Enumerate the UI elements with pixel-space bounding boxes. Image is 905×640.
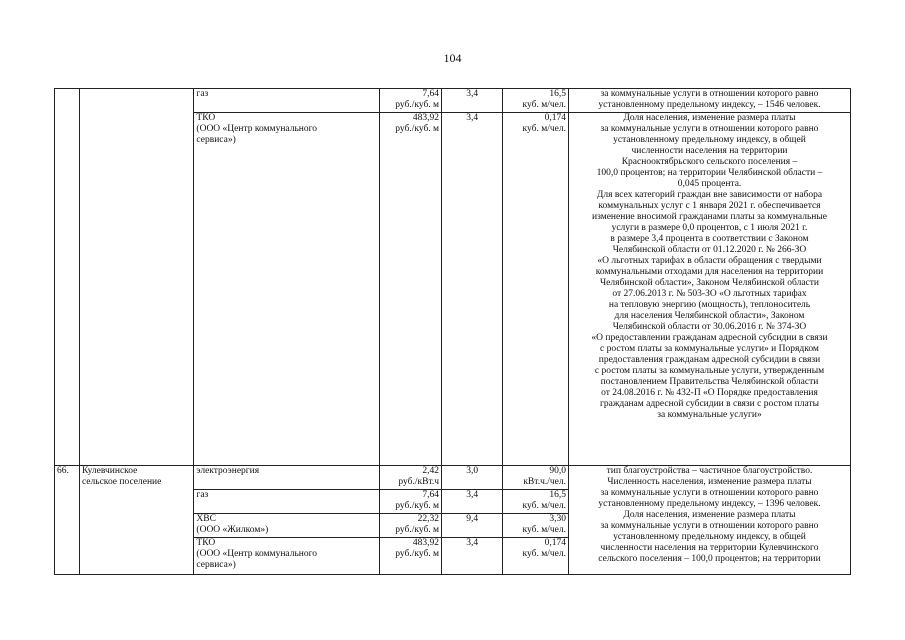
note-cell bbox=[568, 466, 850, 575]
note-cell-line: Для всех категорий граждан вне зависимости от набора bbox=[596, 190, 823, 200]
volume-cell bbox=[503, 466, 569, 490]
service-cell bbox=[194, 466, 379, 490]
note-cell-line: гражданам адресной субсидии в связи с ростом платы bbox=[599, 399, 819, 409]
note-cell-line: «О предоставлении гражданам адресной субсидии в связи bbox=[591, 333, 828, 343]
percent-cell-line: 9,4 bbox=[466, 514, 479, 524]
tariff-cell-line: руб./кВт.ч bbox=[398, 477, 440, 487]
tariff-cell-line: 483,92 bbox=[412, 538, 440, 548]
percent-cell bbox=[442, 490, 503, 514]
note-cell-line: изменение вносимой гражданами платы за коммунальные bbox=[592, 212, 827, 222]
tariff-cell bbox=[379, 466, 441, 490]
service-cell-line: электроэнергия bbox=[196, 466, 260, 476]
volume-cell-line: куб. м/чел. bbox=[522, 100, 566, 110]
number-cell-line: 66. bbox=[57, 466, 69, 476]
tariff-cell bbox=[379, 514, 441, 538]
note-cell-line: с ростом платы за коммунальные услуги, утвержденным bbox=[594, 366, 825, 376]
note-cell bbox=[568, 113, 850, 466]
volume-cell-line: куб. м/чел. bbox=[522, 549, 566, 559]
volume-cell-line: кВт.ч./чел. bbox=[523, 477, 566, 487]
note-cell-line: численности населения на территории bbox=[631, 146, 788, 156]
note-cell-line: 100,0 процентов; на территории Челябинской области – bbox=[596, 168, 823, 178]
service-cell-line: (ООО «Центр коммунального bbox=[196, 124, 318, 134]
note-cell-line: численности населения на территории Кулевчинского bbox=[600, 543, 819, 553]
tariff-cell bbox=[379, 113, 441, 466]
note-cell-line: установленному предельному индексу, в общей bbox=[613, 532, 806, 542]
service-cell bbox=[194, 514, 379, 538]
service-cell-line: ТКО bbox=[196, 113, 216, 123]
note-cell-line: Численность населения, изменение размера платы bbox=[607, 477, 812, 487]
tariff-cell-line: 2,42 bbox=[422, 466, 440, 476]
number-cell bbox=[55, 466, 80, 575]
percent-cell-line: 3,4 bbox=[466, 89, 479, 99]
tariff-cell-line: руб./куб. м bbox=[395, 100, 440, 110]
tariff-table bbox=[54, 88, 851, 575]
note-cell-line: постановлением Правительства Челябинской области bbox=[600, 377, 819, 387]
note-cell bbox=[568, 89, 850, 113]
tariff-cell bbox=[379, 89, 441, 113]
note-cell-line: коммунальными отходами для населения на территории bbox=[595, 267, 824, 277]
note-cell-line: для населения Челябинской области», Законом bbox=[614, 311, 805, 321]
tariff-cell-line: руб./куб. м bbox=[395, 501, 440, 511]
service-cell bbox=[194, 538, 379, 575]
service-cell-line: сервиса») bbox=[196, 560, 236, 570]
note-cell-line: коммунальных услуг с 1 января 2021 г. обеспечивается bbox=[598, 201, 821, 211]
volume-cell-line: 16,5 bbox=[549, 89, 566, 99]
note-cell-line: за коммунальные услуги в отношении которого равно bbox=[600, 89, 819, 99]
volume-cell-line: 3,30 bbox=[549, 514, 566, 524]
percent-cell bbox=[442, 89, 503, 113]
percent-cell bbox=[442, 514, 503, 538]
service-cell bbox=[194, 113, 379, 466]
service-cell bbox=[194, 89, 379, 113]
tariff-cell-line: 7,64 bbox=[422, 490, 440, 500]
settlement-name-cell bbox=[79, 89, 193, 466]
volume-cell-line: 0,174 bbox=[544, 113, 566, 123]
percent-cell bbox=[442, 113, 503, 466]
note-cell-line: в размере 3,4 процента в соответствии с Законом bbox=[610, 234, 809, 244]
tariff-cell-line: 483,92 bbox=[412, 113, 440, 123]
note-cell-line: Доля населения, изменение размера платы bbox=[623, 113, 796, 123]
volume-cell bbox=[503, 89, 569, 113]
note-cell-line: Челябинской области», Законом Челябинской области bbox=[599, 278, 820, 288]
note-cell-line: от 27.06.2013 г. № 503-ЗО «О льготных тарифах bbox=[612, 289, 807, 299]
tariff-cell-line: 22,32 bbox=[417, 514, 440, 524]
service-cell-line: ХВС bbox=[196, 514, 216, 524]
note-cell-line: сельского поселения – 100,0 процентов; на территории bbox=[598, 554, 821, 564]
tariff-cell-line: руб./куб. м bbox=[395, 549, 440, 559]
volume-cell-line: куб. м/чел. bbox=[522, 124, 566, 134]
note-cell-line: на тепловую энергию (мощность), теплоноситель bbox=[608, 300, 811, 310]
note-cell-line: услуги в размере 0,0 процентов, с 1 июля 2021 г. bbox=[611, 223, 808, 233]
volume-cell-line: куб. м/чел. bbox=[522, 525, 566, 535]
note-cell-line: Краснооктябрьского сельского поселения – bbox=[621, 157, 798, 167]
percent-cell bbox=[442, 466, 503, 490]
service-cell-line: ТКО bbox=[196, 538, 216, 548]
note-cell-line: «О льготных тарифах в области обращения с твердыми bbox=[597, 256, 822, 266]
volume-cell bbox=[503, 113, 569, 466]
volume-cell bbox=[503, 490, 569, 514]
note-cell-line: предоставления гражданам адресной субсидии в связи bbox=[598, 355, 821, 365]
volume-cell bbox=[503, 538, 569, 575]
note-cell-line: за коммунальные услуги в отношении которого равно bbox=[600, 488, 819, 498]
note-cell-line: 0,045 процента. bbox=[677, 179, 742, 189]
volume-cell bbox=[503, 514, 569, 538]
volume-cell-line: куб. м/чел. bbox=[522, 501, 566, 511]
service-cell-line: газ bbox=[196, 490, 209, 500]
note-cell-line: за коммунальные услуги» bbox=[657, 410, 762, 420]
tariff-cell-line: 7,64 bbox=[422, 89, 440, 99]
table-row bbox=[55, 466, 851, 490]
note-cell-line: установленному предельному индексу, в общей bbox=[613, 135, 806, 145]
note-cell-line: установленному предельному индексу, – 1546 человек. bbox=[598, 100, 821, 110]
note-cell-line: от 24.08.2016 г. № 432-П «О Порядке предоставления bbox=[601, 388, 818, 398]
volume-cell-line: 0,174 bbox=[544, 538, 566, 548]
percent-cell-line: 3,0 bbox=[466, 466, 479, 476]
tariff-cell bbox=[379, 490, 441, 514]
note-cell-line: Челябинской области от 01.12.2020 г. № 266-ЗО bbox=[612, 245, 807, 255]
number-cell bbox=[55, 89, 80, 466]
tariff-cell-line: руб./куб. м bbox=[395, 525, 440, 535]
service-cell-line: (ООО «Центр коммунального bbox=[196, 549, 318, 559]
percent-cell-line: 3,4 bbox=[466, 490, 479, 500]
percent-cell-line: 3,4 bbox=[466, 113, 479, 123]
percent-cell bbox=[442, 538, 503, 575]
table-row bbox=[55, 89, 851, 113]
service-cell-line: сервиса») bbox=[196, 135, 236, 145]
service-cell-line: газ bbox=[196, 89, 209, 99]
note-cell-line: за коммунальные услуги в отношении которого равно bbox=[600, 124, 819, 134]
service-cell bbox=[194, 490, 379, 514]
tariff-cell bbox=[379, 538, 441, 575]
tariff-cell-line: руб./куб. м bbox=[395, 124, 440, 134]
note-cell-line: за коммунальные услуги в отношении которого равно bbox=[600, 521, 819, 531]
service-cell-line: (ООО «Жилком») bbox=[196, 525, 269, 535]
note-cell-line: тип благоустройства – частичное благоустройство. bbox=[606, 466, 813, 476]
settlement-name-cell-line: сельское поселение bbox=[81, 477, 162, 487]
settlement-name-cell bbox=[79, 466, 193, 575]
note-cell-line: с ростом платы за коммунальные услуги» и Порядком bbox=[600, 344, 819, 354]
volume-cell-line: 90,0 bbox=[549, 466, 566, 476]
settlement-name-cell-line: Кулевчинское bbox=[81, 466, 138, 476]
volume-cell-line: 16,5 bbox=[549, 490, 566, 500]
note-cell-line: установленному предельному индексу, – 1396 человек. bbox=[598, 499, 821, 509]
tariff-table-body bbox=[55, 89, 851, 575]
page-number: 104 bbox=[443, 51, 462, 65]
percent-cell-line: 3,4 bbox=[466, 538, 479, 548]
note-cell-line: Челябинской области от 30.06.2016 г. № 374-ЗО bbox=[612, 322, 807, 332]
note-cell-line: Доля населения, изменение размера платы bbox=[623, 510, 796, 520]
